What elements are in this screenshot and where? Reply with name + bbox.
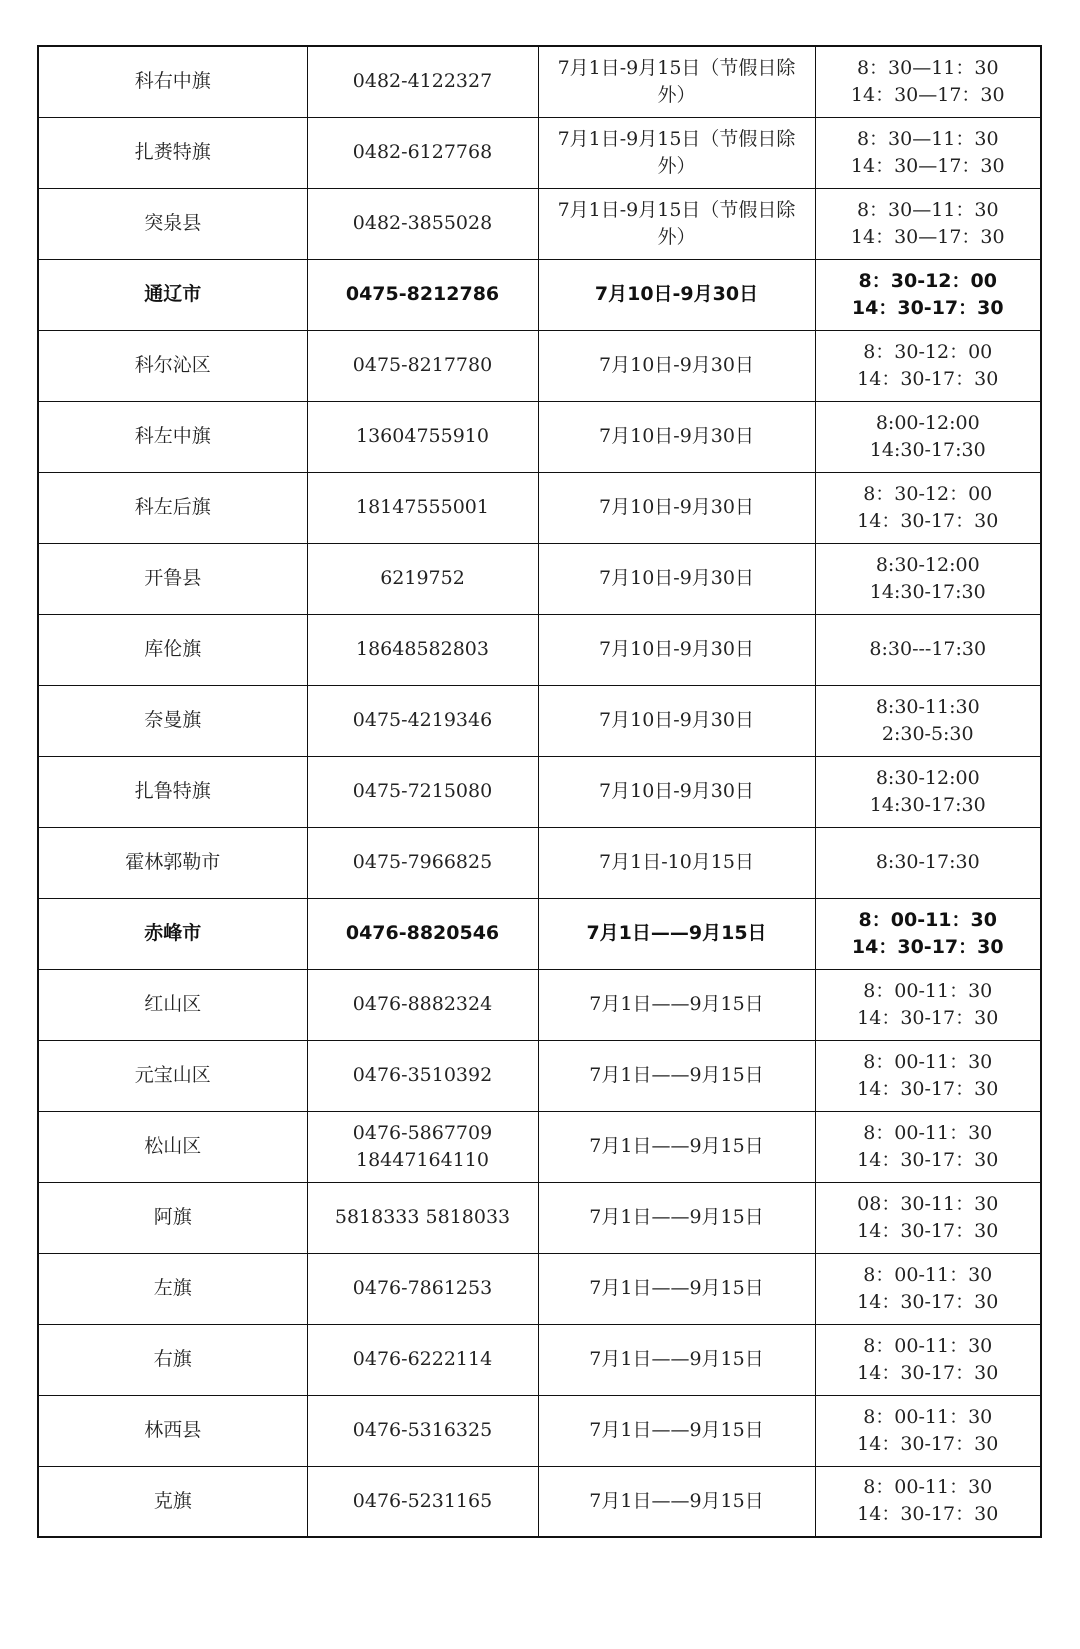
region-cell: 扎赉特旗 — [38, 117, 307, 188]
region-cell: 林西县 — [38, 1395, 307, 1466]
phone-cell: 0476-5316325 — [307, 1395, 538, 1466]
office-hours-cell: 8:30-12:00 14:30-17:30 — [815, 543, 1041, 614]
office-hours-cell: 8：30—11：30 14：30—17：30 — [815, 117, 1041, 188]
table-row — [38, 969, 1041, 1040]
date-range-cell: 7月10日-9月30日 — [538, 259, 815, 330]
phone-cell: 0475-4219346 — [307, 685, 538, 756]
phone-cell: 0475-7215080 — [307, 756, 538, 827]
table-row — [38, 472, 1041, 543]
table-row — [38, 1253, 1041, 1324]
table-row — [38, 401, 1041, 472]
region-cell: 科左中旗 — [38, 401, 307, 472]
region-cell: 元宝山区 — [38, 1040, 307, 1111]
office-hours-cell: 8：30—11：30 14：30—17：30 — [815, 46, 1041, 117]
phone-cell: 0482-4122327 — [307, 46, 538, 117]
region-cell: 阿旗 — [38, 1182, 307, 1253]
phone-cell: 13604755910 — [307, 401, 538, 472]
table-row — [38, 1466, 1041, 1537]
office-hours-cell: 8:30-17:30 — [815, 827, 1041, 898]
region-cell: 奈曼旗 — [38, 685, 307, 756]
phone-cell: 0476-5867709 18447164110 — [307, 1111, 538, 1182]
date-range-cell: 7月10日-9月30日 — [538, 543, 815, 614]
phone-cell: 0476-3510392 — [307, 1040, 538, 1111]
phone-cell: 6219752 — [307, 543, 538, 614]
phone-cell: 0482-6127768 — [307, 117, 538, 188]
date-range-cell: 7月1日——9月15日 — [538, 1395, 815, 1466]
region-cell: 库伦旗 — [38, 614, 307, 685]
date-range-cell: 7月1日-10月15日 — [538, 827, 815, 898]
office-hours-cell: 8：00-11：30 14：30-17：30 — [815, 969, 1041, 1040]
office-hours-cell: 8：00-11：30 14：30-17：30 — [815, 1395, 1041, 1466]
office-hours-cell: 8：00-11：30 14：30-17：30 — [815, 1253, 1041, 1324]
table-row — [38, 46, 1041, 117]
table-row — [38, 827, 1041, 898]
office-hours-cell: 8：00-11：30 14：30-17：30 — [815, 898, 1041, 969]
phone-cell: 18147555001 — [307, 472, 538, 543]
table-row — [38, 685, 1041, 756]
office-hours-cell: 8：00-11：30 14：30-17：30 — [815, 1466, 1041, 1537]
table-row — [38, 614, 1041, 685]
region-cell: 科右中旗 — [38, 46, 307, 117]
table-row — [38, 259, 1041, 330]
region-cell: 克旗 — [38, 1466, 307, 1537]
date-range-cell: 7月1日-9月15日（节假日除 外） — [538, 188, 815, 259]
table-row — [38, 756, 1041, 827]
date-range-cell: 7月1日——9月15日 — [538, 1040, 815, 1111]
contact-schedule-table — [37, 45, 1042, 1538]
table-row — [38, 188, 1041, 259]
region-cell: 通辽市 — [38, 259, 307, 330]
office-hours-cell: 8：30-12：00 14：30-17：30 — [815, 259, 1041, 330]
region-cell: 右旗 — [38, 1324, 307, 1395]
date-range-cell: 7月10日-9月30日 — [538, 472, 815, 543]
phone-cell: 0476-6222114 — [307, 1324, 538, 1395]
office-hours-cell: 8：00-11：30 14：30-17：30 — [815, 1324, 1041, 1395]
office-hours-cell: 8:30-12:00 14:30-17:30 — [815, 756, 1041, 827]
date-range-cell: 7月1日——9月15日 — [538, 1253, 815, 1324]
phone-cell: 0475-7966825 — [307, 827, 538, 898]
region-cell: 红山区 — [38, 969, 307, 1040]
phone-cell: 0476-8882324 — [307, 969, 538, 1040]
date-range-cell: 7月1日——9月15日 — [538, 1466, 815, 1537]
phone-cell: 0476-8820546 — [307, 898, 538, 969]
office-hours-cell: 8：30-12：00 14：30-17：30 — [815, 472, 1041, 543]
region-cell: 科尔沁区 — [38, 330, 307, 401]
phone-cell: 0476-7861253 — [307, 1253, 538, 1324]
date-range-cell: 7月1日——9月15日 — [538, 969, 815, 1040]
table-row — [38, 898, 1041, 969]
region-cell: 霍林郭勒市 — [38, 827, 307, 898]
date-range-cell: 7月1日——9月15日 — [538, 1324, 815, 1395]
date-range-cell: 7月10日-9月30日 — [538, 756, 815, 827]
office-hours-cell: 8：00-11：30 14：30-17：30 — [815, 1040, 1041, 1111]
region-cell: 赤峰市 — [38, 898, 307, 969]
table-row — [38, 1111, 1041, 1182]
table-row — [38, 1324, 1041, 1395]
office-hours-cell: 8:30---17:30 — [815, 614, 1041, 685]
date-range-cell: 7月10日-9月30日 — [538, 330, 815, 401]
date-range-cell: 7月10日-9月30日 — [538, 685, 815, 756]
date-range-cell: 7月10日-9月30日 — [538, 401, 815, 472]
office-hours-cell: 8:30-11:30 2:30-5:30 — [815, 685, 1041, 756]
phone-cell: 18648582803 — [307, 614, 538, 685]
office-hours-cell: 8：30—11：30 14：30—17：30 — [815, 188, 1041, 259]
date-range-cell: 7月1日-9月15日（节假日除 外） — [538, 117, 815, 188]
date-range-cell: 7月1日——9月15日 — [538, 1111, 815, 1182]
region-cell: 开鲁县 — [38, 543, 307, 614]
region-cell: 科左后旗 — [38, 472, 307, 543]
date-range-cell: 7月1日-9月15日（节假日除 外） — [538, 46, 815, 117]
office-hours-cell: 08：30-11：30 14：30-17：30 — [815, 1182, 1041, 1253]
phone-cell: 0482-3855028 — [307, 188, 538, 259]
office-hours-cell: 8：30-12：00 14：30-17：30 — [815, 330, 1041, 401]
date-range-cell: 7月1日——9月15日 — [538, 898, 815, 969]
date-range-cell: 7月1日——9月15日 — [538, 1182, 815, 1253]
table-row — [38, 1182, 1041, 1253]
table-row — [38, 330, 1041, 401]
phone-cell: 0475-8217780 — [307, 330, 538, 401]
table-body — [38, 46, 1041, 1537]
table-row — [38, 543, 1041, 614]
table-row — [38, 1395, 1041, 1466]
phone-cell: 0476-5231165 — [307, 1466, 538, 1537]
table-row — [38, 1040, 1041, 1111]
date-range-cell: 7月10日-9月30日 — [538, 614, 815, 685]
region-cell: 松山区 — [38, 1111, 307, 1182]
region-cell: 扎鲁特旗 — [38, 756, 307, 827]
office-hours-cell: 8：00-11：30 14：30-17：30 — [815, 1111, 1041, 1182]
region-cell: 突泉县 — [38, 188, 307, 259]
region-cell: 左旗 — [38, 1253, 307, 1324]
phone-cell: 0475-8212786 — [307, 259, 538, 330]
table-row — [38, 117, 1041, 188]
office-hours-cell: 8:00-12:00 14:30-17:30 — [815, 401, 1041, 472]
phone-cell: 5818333 5818033 — [307, 1182, 538, 1253]
